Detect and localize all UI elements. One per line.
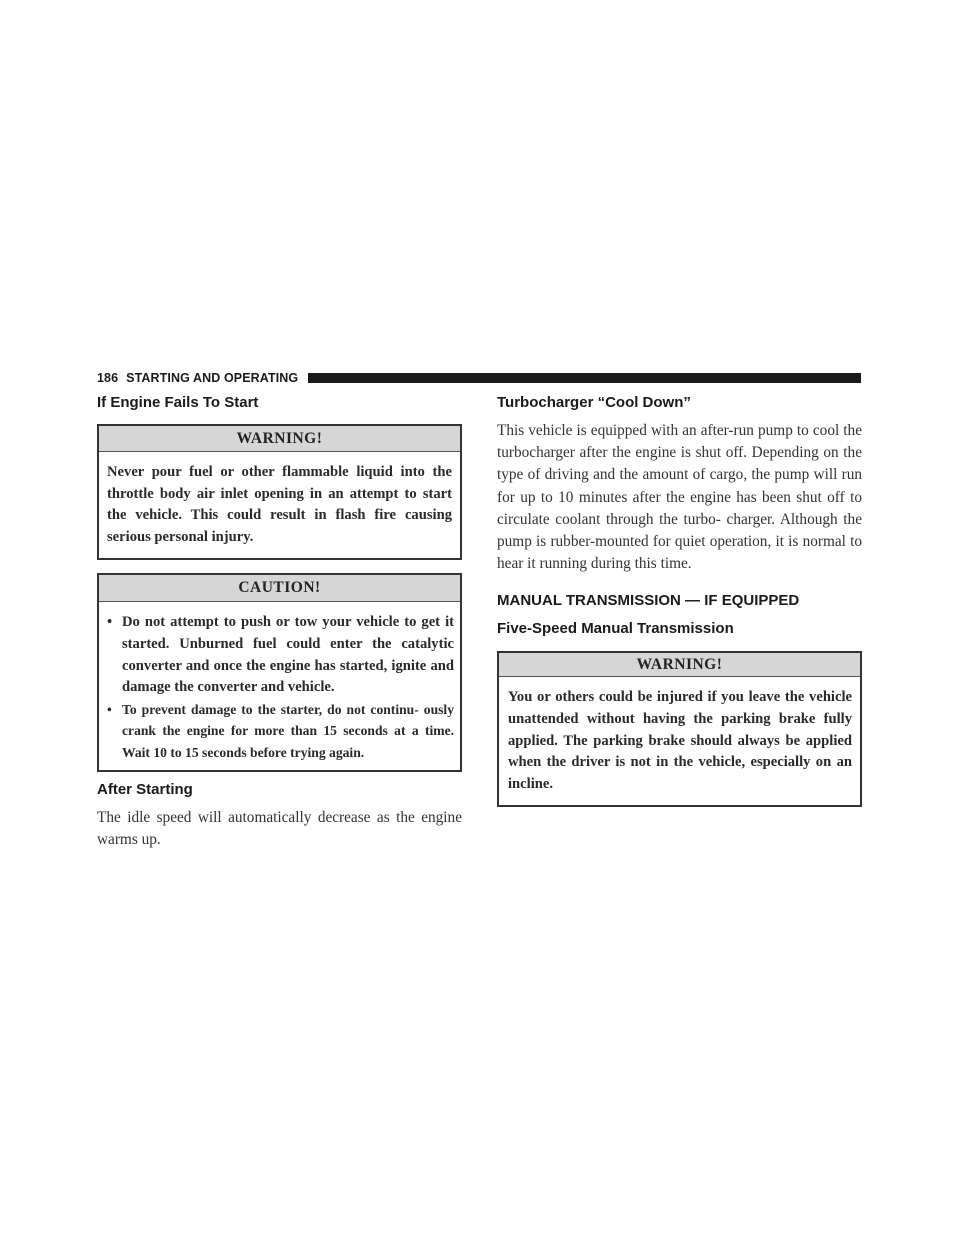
caution-list-wrap	[99, 602, 460, 769]
section-title: STARTING AND OPERATING	[126, 371, 299, 385]
caution-item	[107, 699, 454, 764]
caution-list	[107, 612, 454, 763]
warning-box-engine	[97, 424, 462, 560]
heading-after-starting: After Starting	[97, 780, 193, 798]
left-column	[97, 393, 462, 851]
warning-title: WARNING!	[499, 653, 860, 677]
warning-text: Never pour fuel or other flammable liquid into the throttle body air inlet opening in an attempt to start the vehicle. This could result in flash fire causing serious personal injury.	[107, 464, 452, 545]
caution-item-text: Do not attempt to push or tow your vehicle to get it started. Unburned fuel could enter the catalytic converter and once the engine has started, ignite and damage the converter and vehicle.	[122, 614, 454, 696]
caution-box	[97, 573, 462, 771]
heading-engine-fails: If Engine Fails To Start	[97, 394, 259, 411]
page-number: 186	[97, 371, 119, 385]
caution-item-text: To prevent damage to the starter, do not continu- ously crank the engine for more than 15 seconds at a time. Wait 10 to 15 seconds before trying again.	[122, 701, 454, 760]
heading-manual-transmission: MANUAL TRANSMISSION — IF EQUIPPED	[497, 592, 800, 610]
warning-title: WARNING!	[99, 426, 460, 452]
caution-item	[107, 612, 454, 698]
bullet-icon: •	[107, 614, 113, 631]
warning-box-parking	[497, 651, 862, 807]
bullet-icon: •	[107, 701, 112, 717]
warning-text: You or others could be injured if you leave the vehicle unattended without having the parking brake fully applied. The parking brake should always be applied when the driver is not in the vehicle, especially on an incline.	[508, 689, 852, 792]
turbo-text: This vehicle is equipped with an after-run pump to cool the turbocharger after the engine is shut off. Depending on the type of driving and the amount of cargo, the pump will run for up to 10 minutes after the engine has been shut off to circulate coolant through the turbo- charger. Although the pump is rubber-mounted for quiet operation, it is normal to hear it running during this time.	[497, 422, 862, 573]
caution-title: CAUTION!	[99, 575, 460, 602]
header-rule	[308, 373, 861, 383]
heading-five-speed: Five-Speed Manual Transmission	[497, 620, 734, 638]
page-header	[97, 370, 861, 386]
after-starting-text: The idle speed will automatically decrease as the engine warms up.	[97, 808, 462, 848]
right-column	[497, 393, 862, 807]
heading-turbo: Turbocharger “Cool Down”	[497, 394, 691, 411]
